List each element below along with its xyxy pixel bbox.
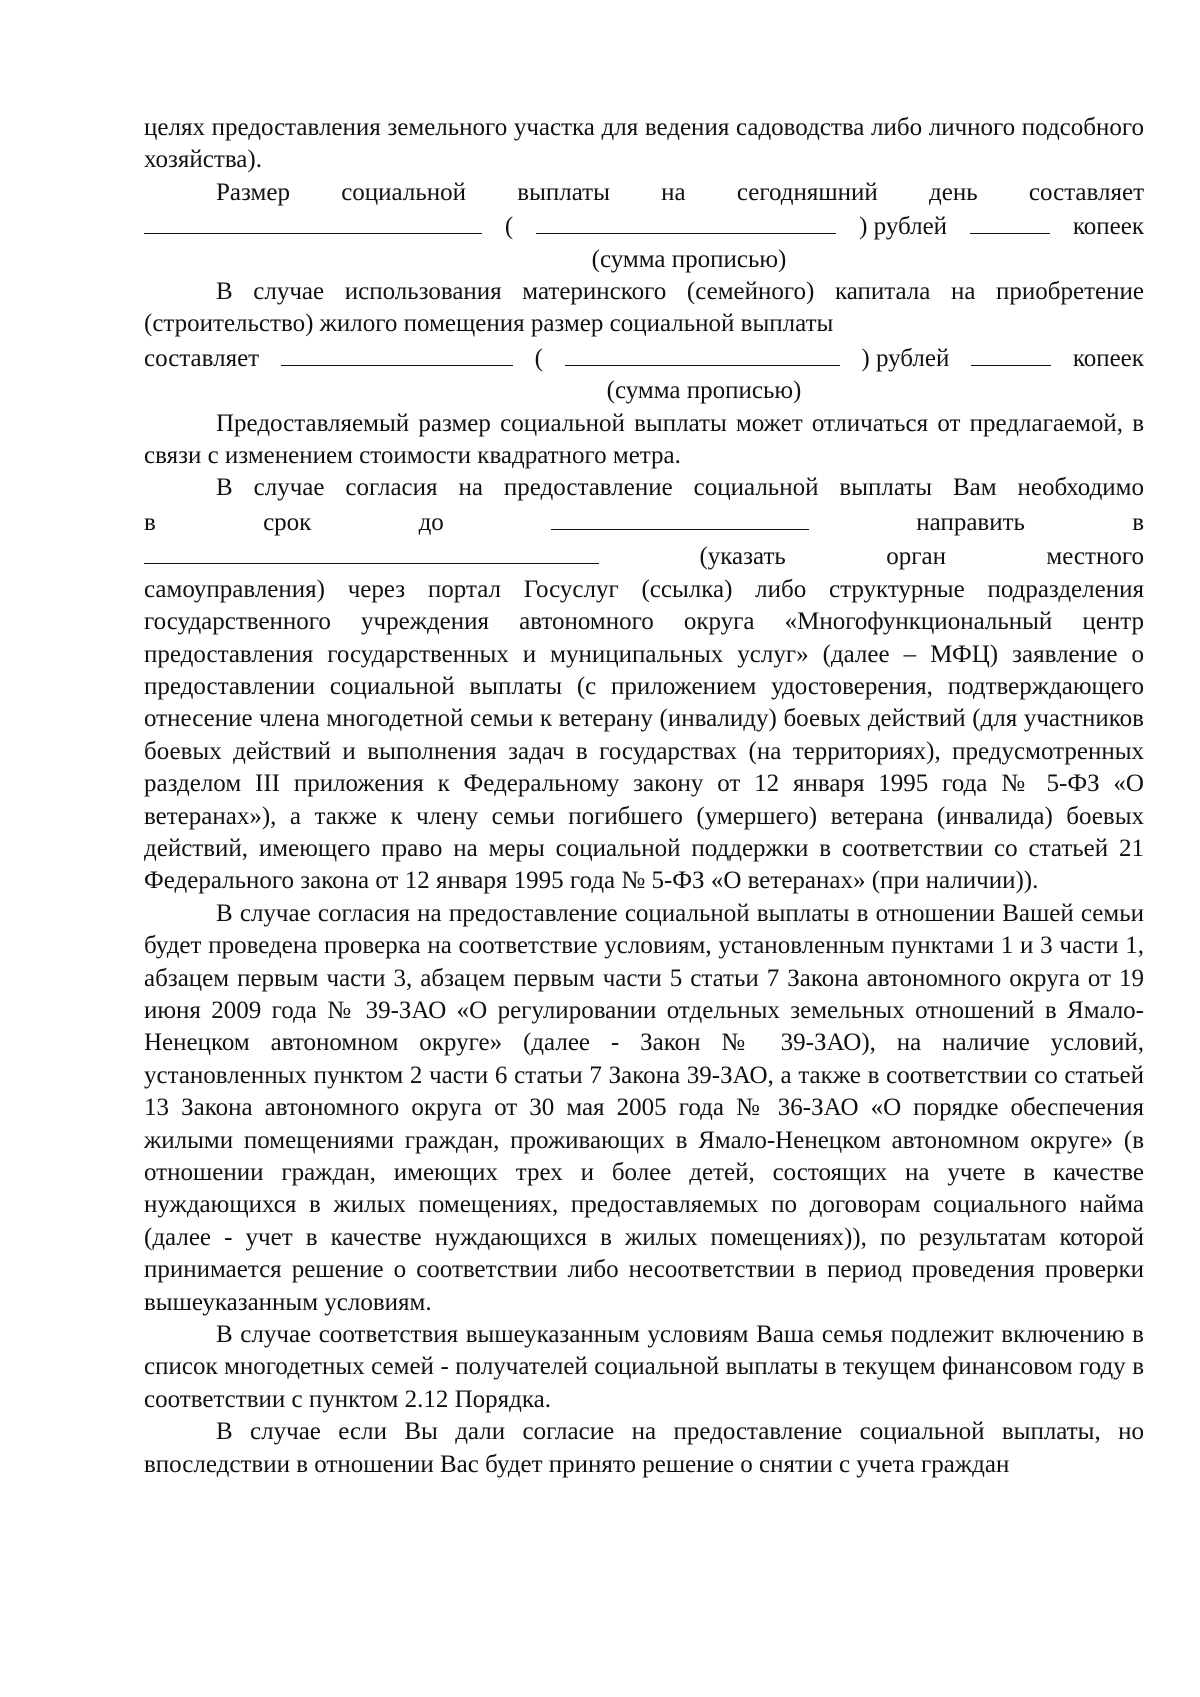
kopecks-label: копеек — [1072, 213, 1144, 241]
word: местного — [1046, 543, 1144, 571]
maternity-amount-digits-blank[interactable] — [281, 341, 513, 366]
maternity-capital-paragraph: В случае использования материнского (семейного) капитала на приобретение (строительство) жилого помещения размер социальной выплаты — [144, 278, 1144, 338]
word: направить — [916, 508, 1025, 536]
kopecks-label: копеек — [1072, 344, 1144, 372]
rubles-label: ) рублей — [861, 344, 950, 372]
maternity-amount-words-blank[interactable] — [565, 341, 840, 366]
maternity-lead: составляет — [144, 344, 260, 372]
deadline-date-blank[interactable] — [551, 505, 809, 530]
kopecks-blank[interactable] — [970, 209, 1050, 234]
inclusion-paragraph: В случае соответствия вышеуказанным условиям Ваша семья подлежит включению в список многодетных семей - получателей социальной выплаты в текущем финансовом году в соответствии с пунктом 2.12 Порядка. — [144, 1321, 1144, 1413]
payment-amount-lead: Размер социальной выплаты на сегодняшний день составляет — [216, 178, 1144, 206]
deadline-line — [144, 505, 1144, 539]
maternity-amount-line — [144, 341, 1144, 375]
paragraph-continuation: целях предоставления земельного участка для ведения садоводства либо личного подсобного хозяйства). — [144, 114, 1144, 174]
word: в — [1132, 508, 1144, 536]
amount-digits-blank[interactable] — [144, 209, 482, 234]
authority-blank[interactable] — [144, 539, 599, 564]
amount-words-blank[interactable] — [536, 209, 836, 234]
deadline-paragraph-line1: В случае согласия на предоставление социальной выплаты Вам необходимо — [216, 474, 1144, 502]
document-page — [144, 112, 1144, 1481]
word: до — [418, 508, 444, 536]
maternity-kopecks-blank[interactable] — [971, 341, 1051, 366]
authority-line — [144, 539, 1144, 573]
payment-amount-line — [144, 209, 1144, 243]
word: орган — [886, 543, 946, 571]
amount-difference-paragraph: Предоставляемый размер социальной выплаты может отличаться от предлагаемой, в связи с изменением стоимости квадратного метра. — [144, 409, 1144, 470]
word: в — [144, 508, 156, 536]
word: (указать — [699, 543, 786, 571]
amount-caption: (сумма прописью) — [591, 245, 787, 273]
open-paren: ( — [504, 213, 514, 241]
deregistration-paragraph: В случае если Вы дали согласие на предоставление социальной выплаты, но впоследствии в отношении Вас будет принято решение о снятии с учета граждан — [144, 1418, 1144, 1478]
deadline-paragraph-rest: самоуправления) через портал Госуслуг (ссылка) либо структурные подразделения государственного учреждения автономного округа «Многофункциональный центр предоставления государственных и муниципальных услуг» (далее – МФЦ) заявление о предоставлении социальной выплаты (с приложением удостоверения, подтверждающего отнесение члена многодетной семьи к ветерану (инвалиду) боевых действий (для участников боевых действий и выполнения задач в государствах (на территориях), предусмотренных разделом III приложения к Федеральному закону от 12 января 1995 года № 5-ФЗ «О ветеранах»), а также к члену семьи погибшего (умершего) ветерана (инвалида) боевых действий, имеющего право на меры социальной поддержки в соответствии со статьей 21 Федерального закона от 12 января 1995 года № 5-ФЗ «О ветеранах» (при наличии)). — [144, 575, 1144, 895]
rubles-label: ) рублей — [859, 213, 948, 241]
open-paren: ( — [534, 344, 543, 372]
verification-paragraph: В случае согласия на предоставление социальной выплаты в отношении Вашей семьи будет проведена проверка на соответствие условиям, установленным пунктами 1 и 3 части 1, абзацем первым части 3, абзацем первым части 5 статьи 7 Закона автономного округа от 19 июня 2009 года № 39-ЗАО «О регулировании отдельных земельных отношений в Ямало-Ненецком автономном округе» (далее - Закон № 39-ЗАО), на наличие условий, установленных пунктом 2 части 6 статьи 7 Закона 39-ЗАО, а также в соответствии со статьей 13 Закона автономного округа от 30 мая 2005 года № 36-ЗАО «О порядке обеспечения жилыми помещениями граждан, проживающих в Ямало-Ненецком автономном округе» (в отношении граждан, имеющих трех и более детей, состоящих на учете в качестве нуждающихся в жилых помещениях, предоставляемых по договорам социального найма (далее - учет в качестве нуждающихся в жилых помещениях)), по результатам которой принимается решение о соответствии либо несоответствии в период проведения проверки вышеуказанным условиям. — [144, 899, 1144, 1316]
maternity-amount-caption: (сумма прописью) — [606, 377, 802, 405]
word: срок — [263, 508, 312, 536]
